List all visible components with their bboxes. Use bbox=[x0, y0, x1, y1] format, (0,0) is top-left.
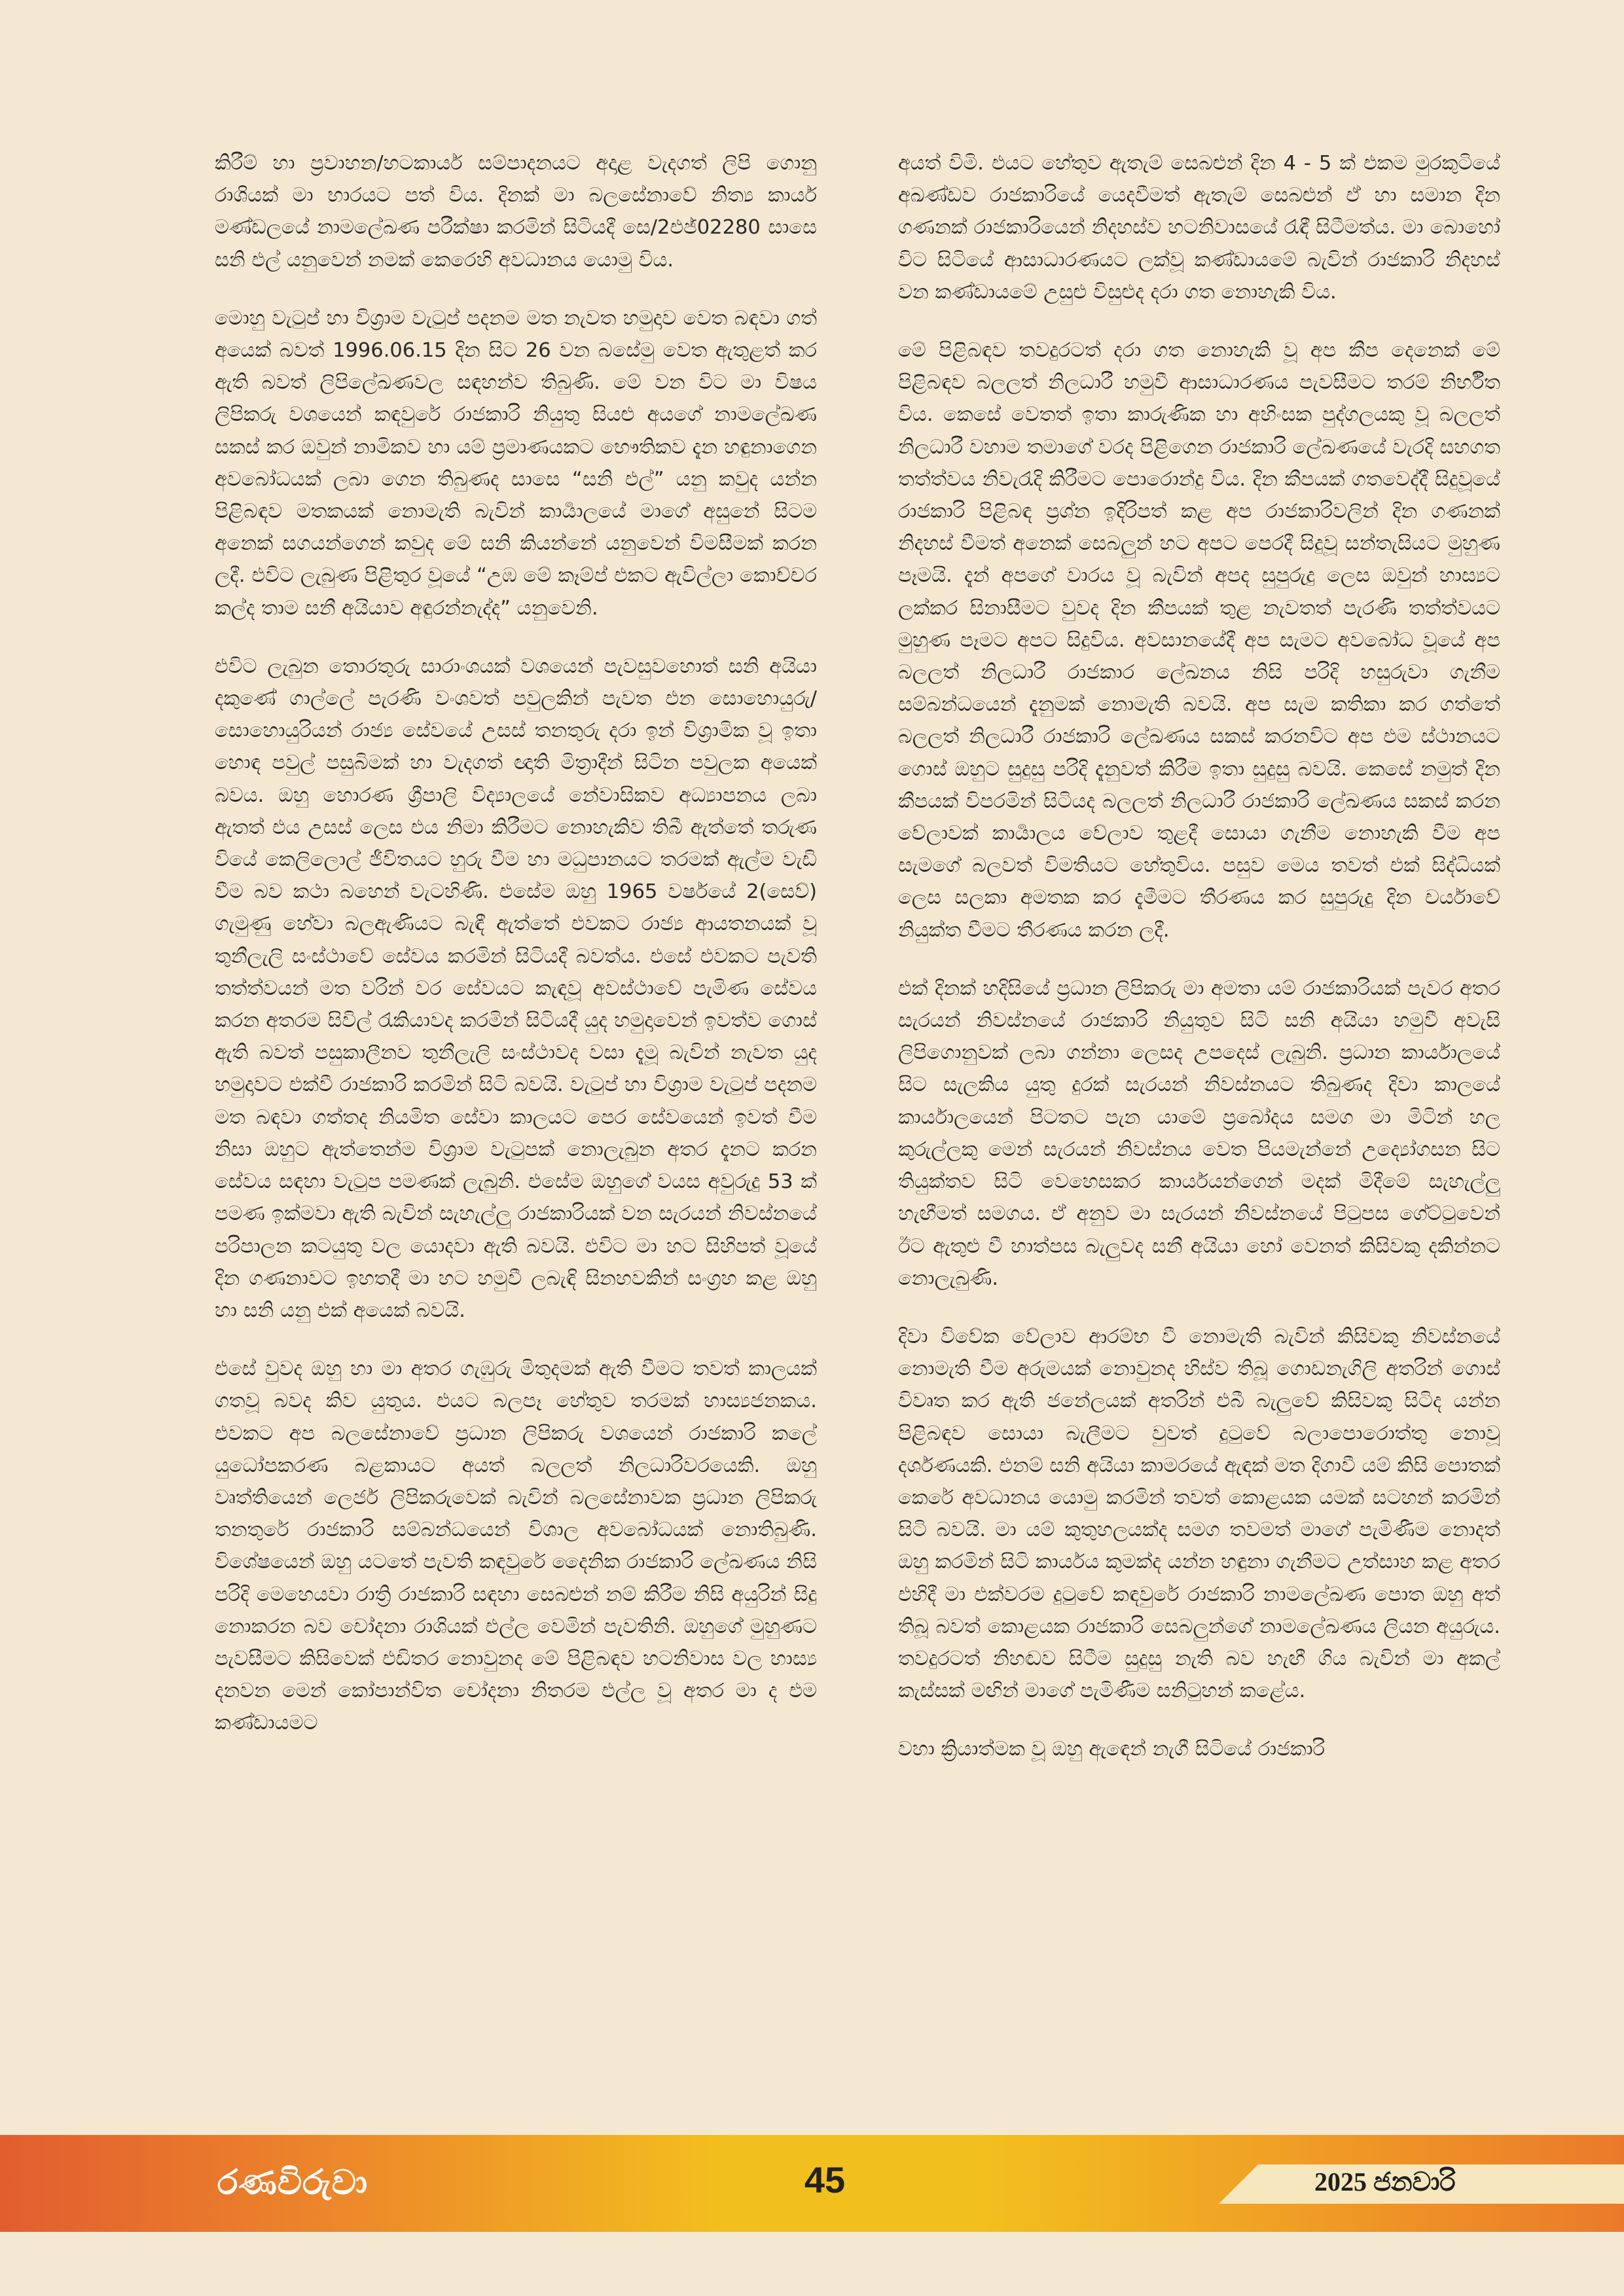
issue-date: 2025 ජනවාරි bbox=[1314, 2167, 1456, 2197]
left-column bbox=[215, 147, 817, 1766]
magazine-logo: රණවිරුවා bbox=[217, 2163, 369, 2202]
paragraph: අයත් විමි. එයට හේතුව ඇතැම් සෙබළුන් දින 4 - 5 ක් එකම මුරකුටියේ අඛණ්ඩව රාජකාරියේ යෙදවීමත් ඇතැම් සෙබළුන් ඒ හා සමාන දින ගණනක් රාජකාරියෙන් නිදහස්ව හටනිවාසයේ රැඳී සිටීමත්ය. මා බොහෝ විට සිටියේ ආසාධාරණයට ලක්වූ කණ්ඩායමේ බැවින් රාජකාරි නිදහස් වන කණ්ඩායමේ උසුළු විසුළුද දරා ගත නොහැකි විය. bbox=[898, 152, 1500, 304]
paragraph: වහා ක්‍රියාත්මක වූ ඔහු ඇඳෙන් නැගී සිටියේ රාජකාරි bbox=[898, 1738, 1326, 1761]
paragraph: එසේ වුවද ඔහු හා මා අතර ගැඹුරු මිතුදමක් ඇති වීමට තවත් කාලයක් ගතවූ බවද කිව යුතුය. එයට බලපෑ හේතුව තරමක් හාස්‍යජනකය. එවකට අප බලසේනාවේ ප්‍රධාන ලිපිකරු වශයෙන් රාජකාරි කලේ යුධෝපකරණ බළකායට අයත් බලලත් නිලධාරිවරයෙකි. ඔහු වෘත්තියෙන් ලෙජර් ලිපිකරුවෙක් බැවින් බලසේනාවක ප්‍රධාන ලිපිකරු තනතුරේ රාජකාරි සම්බන්ධයෙන් විශාල අවබෝධයක් නොතිබුණි. විශේෂයෙන් ඔහු යටතේ පැවති කඳවුරේ දෛනික රාජකාරි ලේඛණය නිසි පරිදි මෙහෙයවා රාත්‍රි රාජකාරි සඳහා සෙබළුන් නම් කිරීම නිසි අයුරින් සිදු නොකරන බව චෝදනා රාශියක් එල්ල වෙමින් පැවතිනි. ඔහුගේ මුහුණට පැවසීමට කිසිවෙක් එඩිතර නොවුනද මේ පිළිබඳව හටනිවාස වල හාස්‍ය දනවන මෙන් කෝපාන්විත චෝදනා නිතරම එල්ල වූ අතර මා ද එම කණ්ඩායමට bbox=[215, 1357, 817, 1735]
paragraph: මොහු වැටුප් හා විශ්‍රාම වැටුප් පදනම මත නැවත හමුදාව වෙත බඳවා ගත් අයෙක් බවත් 1996.06.15 දින සිට 26 වන බසේමු වෙත ඇතුළත් කර ඇති බවත් ලිපිලේඛණවල සඳහන්ව තිබුණි. මේ වන විට මා විෂය ලිපිකරු වශයෙන් කඳවුරේ රාජකාරි නියුතු සියළු අයගේ නාමලේඛණ සකස් කර ඔවුන් නාමිකව හා යම් ප්‍රමාණයකට භෞතිකව දැන හඳුනාගෙන අවබෝධයක් ලබා ගෙන තිබුණද සාසෙ “සනි එල්” යනු කවුද යන්න පිළිබඳව මතකයක් නොමැති බැවින් කාර්‍යාලයේ මාගේ අසුනේ සිටම අනෙක් සගයන්ගෙන් කවුද මේ සනි කියන්නේ යනුවෙන් විමසීමක් කරන ලදී. එවිට ලැබුණ පිළිතුර වූයේ “උඹ මේ කෑම්ප් එකට ඇවිල්ලා කොච්චර කල්ද තාම සනී අයියාව අඳුරන්නැද්ද” යනුවෙනි. bbox=[215, 306, 817, 620]
paragraph: කිරීම් හා ප්‍රවාහන/හටකාර්ය සම්පාදනයට අදාළ වැදගත් ලිපි ගොනු රාශියක් මා භාරයට පත් විය. දිනක් මා බලසේනාවේ නිත්‍ය කාර්ය මණ්ඩලයේ නාමලේඛණ පරීක්ෂා කරමින් සිටියදී සෙ/2එජ්02280 සාසෙ සනි එල් යනුවෙන් නමක් කෙරෙහි අවධානය යොමු විය. bbox=[215, 152, 817, 272]
paragraph: එවිට ලැබුන තොරතුරු සාරාංශයක් වශයෙන් පැවසුවහොත් සනි අයියා දකුණේ ගාල්ලේ පැරණි වංශවත් පවුලකින් පැවත එන සොහොයුරු/සොහොයුරියන් රාජ්‍ය සේවයේ උසස් තනතුරු දරා ඉන් විශ්‍රාමික වූ ඉතා හොඳ පවුල් පසුබිමක් හා වැදගත් ඥාති මිත්‍රාදීන් සිටින පවුලක අයෙක් බවය. ඔහු හොරණ ශ්‍රීපාලි විද්‍යාලයේ නේවාසිකව අධ්‍යාපනය ලබා ඇතත් එය උසස් ලෙස එය නිමා කිරීමට නොහැකිව තිබී ඇත්තේ තරුණ වියේ කෙලිලොල් ජීවිතයට හුරු වීම හා මධුපානයට තරමක් ඇල්ම වැඩි වීම බව කථා බහෙන් වැටහිණි. එසේම ඔහු 1965 වර්ෂයේ 2(සෙව්) ගැමුණු හේවා බලඇණියට බැඳී ඇත්තේ එවකට රාජ්‍ය ආයතනයක් වූ තුනීලැලි සංස්ථාවේ සේවය කරමින් සිටියදී බවත්ය. එසේ එවකට පැවති තත්ත්වයන් මත වරින් වර සේවයට කැඳවූ අවස්ථාවේ පැමිණ සේවය කරන අතරම සිවිල් රැකියාවද කරමින් සිටියදී යුද හමුදාවෙන් ඉවත්ව ගොස් ඇති බවත් පසුකාලීනව තුනීලැලි සංස්ථාවද වසා දැමූ බැවින් නැවත යුද හමුදාවට එක්වී රාජකාරි කරමින් සිටි බවයි. වැටුප් හා විශ්‍රාම වැටුප් පදනම මත බඳවා ගත්තද නියමිත සේවා කාලයට පෙර සේවයෙන් ඉවත් වීම නිසා ඔහුට ඇත්තෙන්ම විශ්‍රාම වැටුපක් නොලැබුන අතර දැනට කරන සේවය සඳහා වැටුප පමණක් ලැබුනි. එසේම ඔහුගේ වයස අවුරුදු 53 ක් පමණ ඉක්මවා ඇති බැවින් සැහැල්ලු රාජකාරියක් වන සැරයන් නිවස්නයේ පරිපාලන කටයුතු වල යොදවා ඇති බවයි. එවිට මා හට සිහිපත් වූයේ දින ගණනාවට ඉහතදී මා හට හමුවී ලබැඳි සිනහවකින් සංග්‍රහ කළ ඔහු හා සනි යනු එක් අයෙක් බවයි. bbox=[215, 655, 817, 1322]
paragraph: දිවා විවේක වේලාව ආරම්භ වී නොමැති බැවින් කිසිවකු නිවස්නයේ නොමැති වීම අරුමයක් නොවුනද හිස්ව තිබූ ගොඩනැගිලි අතරින් ගොස් විවෘත කර ඇති ජනේලයක් අතරින් එබී බැලුවේ කිසිවකු සිටිද යන්න පිළිබඳව සොයා බැලීමට වුවත් දුටුවේ බලාපොරොත්තු නොවූ දර්ශණයකි. එනම් සනි අයියා කාමරයේ ඇඳක් මත දිගාවී යම් කිසි පොතක් කෙරේ අවධානය යොමු කරමින් තවත් කොළයක යමක් සටහන් කරමින් සිටි බවයි. මා යම් කුතුහලයක්ද සමග තවමත් මාගේ පැමිණීම නොදත් ඔහු කරමින් සිටි කාර්යය කුමක්ද යන්න හඳුනා ගැනීමට උත්සාහ කළ අතර එහිදී මා එක්වරම දුටුවේ කඳවුරේ රාජකාරි නාමලේඛණ පොත ඔහු අත් තිබූ බවත් කොළයක රාජකාරි සෙබලුන්ගේ නාමලේඛණය ලියන අයුරුය. තවදුරටත් නිහඬව සිටීම සුදුසු නැති බව හැඟී ගිය බැවින් මා අකල් කැස්සක් මඟින් මාගේ පැමිණීම සනිටුහන් කළේය. bbox=[898, 1325, 1500, 1703]
page-number: 45 bbox=[804, 2159, 846, 2200]
paragraph: මේ පිළිබඳව තවදුරටත් දරා ගත නොහැකි වූ අප කීප දෙනෙක් මේ පිළිබඳව බලලත් නිලධාරී හමුවී ආසාධාරණය පැවසීමට තරම් නිර්භීත විය. කෙසේ වෙතත් ඉතා කාරුණික හා අහිංසක පුද්ගලයකු වූ බලලත් නිලධාරී වහාම තමාගේ වරද පිළිගෙන රාජකාරි ලේඛණයේ වැරදි සහගත තත්ත්වය නිවැරැදි කිරීමට පොරොන්දු විය. දින කීපයක් ගතවෙද්දී සිදුවූයේ රාජකාරි පිළිබඳ ප්‍රශ්න ඉදිරිපත් කළ අප රාජකාරිවලින් දින ගණනක් නිදහස් වීමත් අනෙක් සෙබලුන් හට අපට පෙරදී සිදුවූ සන්තැසියට මුහුණ පෑමයි. දැන් අපගේ වාරය වූ බැවින් අපද සුපුරුදු ලෙස ඔවුන් හාස්‍යට ලක්කර සිනාසීමට වුවද දින කීපයක් තුළ නැවතත් පැරණි තත්ත්වයට මුහුණ පෑමට අපට සිදුවිය. අවසානයේදී අප සැමට අවබෝධ වූයේ අප බලලත් නිලධාරී රාජකාර ලේඛනය නිසි පරිදි හසුරුවා ගැනීම සම්බන්ධයෙන් දැනුමක් නොමැති බවයි. අප සැම කතිකා කර ගත්තේ බලලත් නිලධාරී රාජකාරි ලේඛණය සකස් කරනවිට අප එම ස්ථානයට ගොස් ඔහුට සුදුසු පරිදි දැනුවත් කිරීම ඉතා සුදුසු බවයි. කෙසේ නමුත් දින කීපයක් විපරමින් සිටියද බලලත් නිලධාරී රාජකාරි ලේඛණය සකස් කරන වේලාවක් කාර්‍යාලය වේලාව තුළදී සොයා ගැනීම නොහැකි වීම අප සැමගේ බලවත් විමතියට හේතුවිය. පසුව මෙය තවත් එක් සිද්ධියක් ලෙස සලකා අමතක කර දැමීමට තීරණය කර සුපුරුදු දින චර්යාවේ නියුක්ත වීමට තීරණය කරන ලදී. bbox=[898, 339, 1500, 942]
paragraph: එක් දිනක් හදිසියේ ප්‍රධාන ලිපිකරු මා අමතා යම් රාජකාරියක් පැවර අතර සැරයන් නිවස්නයේ රාජකාරි නියුතුව සිටි සනි අයියා හමුවී අවැසි ලිපිගොනුවක් ලබා ගන්නා ලෙසද උපදෙස් ලැබුනි. ප්‍රධාන කාර්යාලයේ සිට සැලකිය යුතු දුරක් සැරයන් නිවස්නයට තිබුණද දිවා කාලයේ කාර්යාලයෙන් පිටතට පැන යාමේ ප්‍රබෝදය සමග මා මිටින් හල කුරුල්ලකු මෙන් සැරයන් නිවස්නය වෙත පියමැන්නේ උද්‍යෝගසන සිට තියුක්තව සිටි වෙහෙසකර කාර්යයන්ගෙන් මදක් මිදීමේ සැහැල්ලු හැඟීමත් සමගය. ඒ අනුව මා සැරයන් නිවස්නයේ පිටුපස ගේට්ටුවෙන් ඊට ඇතුළු වී හාත්පස බැලුවද සනී අයියා හෝ වෙනත් කිසිවකු දකින්නට නොලැබුණි. bbox=[898, 977, 1500, 1290]
right-column bbox=[898, 147, 1500, 1792]
